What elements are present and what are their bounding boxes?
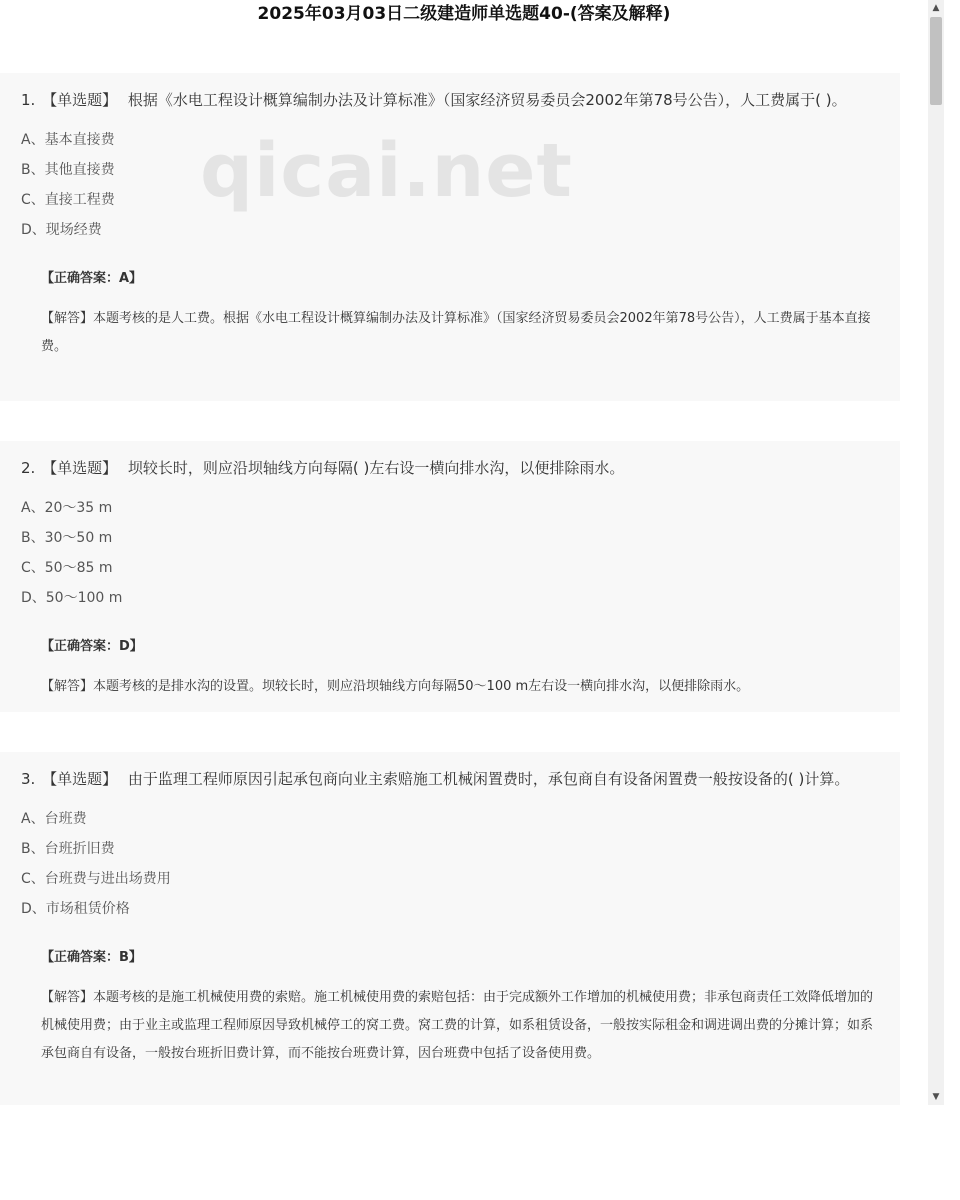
correct-answer: 【正确答案：D】 xyxy=(41,639,143,654)
option-a: A、20～35 m xyxy=(21,500,113,516)
option-b: B、台班折旧费 xyxy=(21,841,115,857)
option-b: B、其他直接费 xyxy=(21,162,115,178)
question-number: 1. xyxy=(21,91,36,109)
question-text: 由于监理工程师原因引起承包商向业主索赔施工机械闲置费时，承包商自有设备闲置费一般按设备的( )计算。 xyxy=(127,770,850,788)
option-d: D、现场经费 xyxy=(21,222,102,238)
question-stem xyxy=(21,87,879,113)
option-list xyxy=(21,125,879,245)
answer-analysis: 【解答】本题考核的是施工机械使用费的索赔。施工机械使用费的索赔包括：由于完成额外工作增加的机械使用费；非承包商责任工效降低增加的机械使用费；由于业主或监理工程师原因导致机械停工的窝工费。窝工费的计算，如系租赁设备，一般按实际租金和调进调出费的分摊计算；如系承包商自有设备，一般按台班折旧费计算，而不能按台班费计算，因台班费中包括了设备使用费。 xyxy=(41,990,874,1061)
answer-analysis: 【解答】本题考核的是排水沟的设置。坝较长时，则应沿坝轴线方向每隔50～100 m左右设一横向排水沟，以便排除雨水。 xyxy=(41,679,750,694)
scrollbar-thumb[interactable] xyxy=(930,17,942,105)
option-d: D、市场租赁价格 xyxy=(21,901,130,917)
option-d: D、50～100 m xyxy=(21,590,123,606)
question-stem xyxy=(21,455,879,481)
correct-answer: 【正确答案：B】 xyxy=(41,950,142,965)
question-type: 【单选题】 xyxy=(42,91,118,109)
question-card-3 xyxy=(0,752,900,1105)
option-c: C、直接工程费 xyxy=(21,192,115,208)
answer-analysis: 【解答】本题考核的是人工费。根据《水电工程设计概算编制办法及计算标准》（国家经济贸易委员会2002年第78号公告），人工费属于基本直接费。 xyxy=(41,311,871,354)
question-card-1 xyxy=(0,73,900,401)
correct-answer: 【正确答案：A】 xyxy=(41,271,143,286)
question-number: 2. xyxy=(21,459,36,477)
option-list xyxy=(21,493,879,613)
vertical-scrollbar[interactable] xyxy=(928,0,944,1105)
watermark: qicai.net xyxy=(200,128,573,214)
option-b: B、30～50 m xyxy=(21,530,113,546)
scroll-up-arrow-icon[interactable]: ▲ xyxy=(932,3,940,13)
scroll-down-arrow-icon[interactable]: ▼ xyxy=(932,1092,940,1102)
question-text: 根据《水电工程设计概算编制办法及计算标准》（国家经济贸易委员会2002年第78号公告），人工费属于( )。 xyxy=(127,91,847,109)
option-a: A、基本直接费 xyxy=(21,132,115,148)
option-a: A、台班费 xyxy=(21,811,87,827)
option-list xyxy=(21,804,879,924)
question-stem xyxy=(21,766,879,792)
page-title: 2025年03月03日二级建造师单选题40-(答案及解释) xyxy=(257,4,671,24)
option-c: C、50～85 m xyxy=(21,560,113,576)
question-type: 【单选题】 xyxy=(42,770,118,788)
question-text: 坝较长时，则应沿坝轴线方向每隔( )左右设一横向排水沟，以便排除雨水。 xyxy=(127,459,625,477)
question-type: 【单选题】 xyxy=(42,459,118,477)
question-number: 3. xyxy=(21,770,36,788)
question-card-2 xyxy=(0,441,900,712)
option-c: C、台班费与进出场费用 xyxy=(21,871,171,887)
